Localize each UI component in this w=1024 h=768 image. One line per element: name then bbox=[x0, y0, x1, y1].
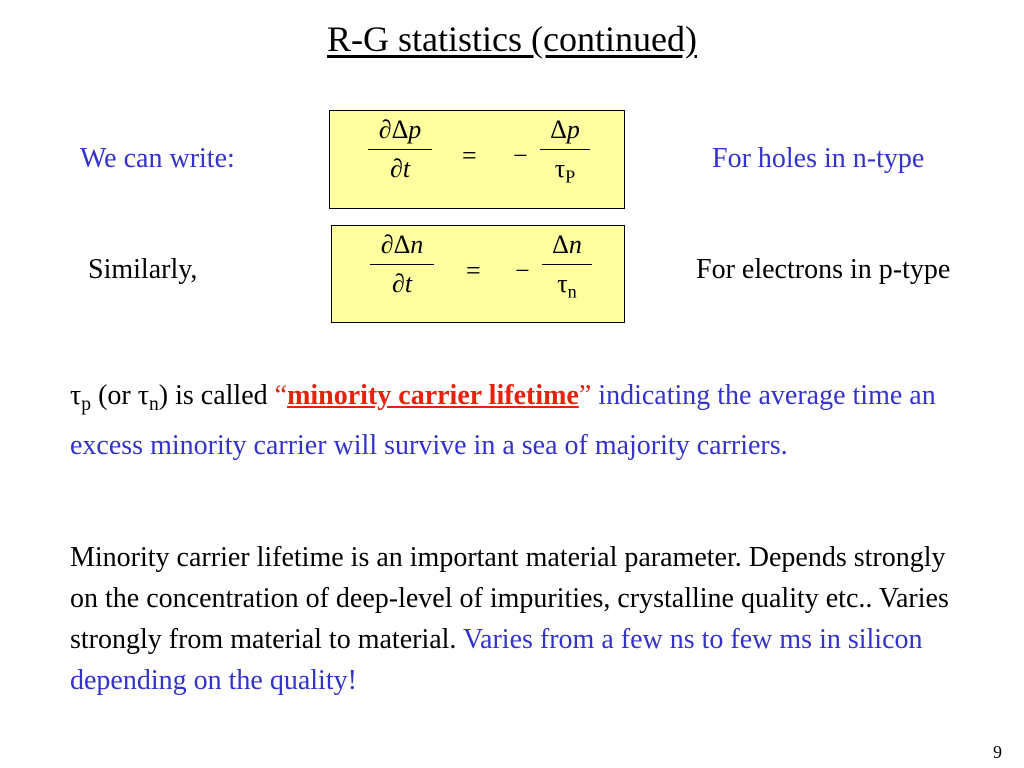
tau-symbol: τ bbox=[554, 154, 566, 183]
material-parameter-text: Minority carrier lifetime is an important material parameter. Depends strongly on the concentration of deep-level of impurities, crystalline quality etc.. Varies strongly from material to material. bbox=[70, 542, 949, 655]
close-quote: ” bbox=[578, 380, 592, 411]
lhs-numerator: ∂Δn bbox=[380, 230, 424, 259]
fraction-bar bbox=[542, 264, 592, 265]
rhs-denominator bbox=[540, 154, 590, 191]
equals-sign: = bbox=[466, 256, 481, 285]
tau-subscript: n bbox=[567, 281, 577, 302]
lhs-numerator: ∂Δp bbox=[378, 115, 422, 144]
similarly-label: Similarly, bbox=[88, 254, 198, 285]
rhs-fraction bbox=[542, 230, 592, 306]
fraction-bar bbox=[368, 149, 432, 150]
tau-symbol: τ bbox=[137, 380, 149, 411]
slide-title: R-G statistics (continued) bbox=[327, 19, 697, 59]
lhs-fraction bbox=[368, 115, 432, 184]
subscript-p: p bbox=[81, 393, 92, 415]
rhs-numerator: Δn bbox=[552, 230, 582, 259]
minus-sign: − bbox=[515, 256, 530, 285]
equals-sign: = bbox=[462, 141, 477, 170]
we-can-write-label: We can write: bbox=[80, 143, 235, 174]
is-called-text: ) is called bbox=[158, 380, 275, 411]
hole-continuity-equation-box bbox=[329, 110, 625, 209]
rhs-fraction bbox=[540, 115, 590, 191]
minority-carrier-lifetime-term: minority carrier lifetime bbox=[287, 380, 579, 411]
or-text: (or bbox=[91, 380, 138, 411]
subscript-n: n bbox=[148, 393, 159, 415]
silicon-range-text: Varies from a few ns to few ms in silicon depending on the quality! bbox=[70, 624, 923, 696]
lhs-denominator: ∂t bbox=[391, 269, 413, 298]
lifetime-importance-paragraph bbox=[70, 537, 970, 701]
fraction-bar bbox=[540, 149, 590, 150]
rhs-denominator bbox=[542, 269, 592, 306]
fraction-bar bbox=[370, 264, 434, 265]
tau-symbol: τ bbox=[70, 380, 82, 411]
holes-n-type-label: For holes in n-type bbox=[712, 143, 925, 174]
lhs-denominator: ∂t bbox=[389, 154, 411, 183]
electrons-p-type-label: For electrons in p-type bbox=[696, 254, 951, 285]
page-number: 9 bbox=[993, 742, 1002, 762]
electron-continuity-equation-box bbox=[331, 225, 625, 323]
tau-symbol: τ bbox=[557, 269, 568, 298]
minus-sign: − bbox=[513, 141, 528, 170]
lifetime-explanation-text: indicating the average time an excess minority carrier will survive in a sea of majority carriers. bbox=[70, 380, 936, 461]
lhs-fraction bbox=[370, 230, 434, 299]
lifetime-definition-paragraph bbox=[70, 375, 970, 466]
tau-subscript: P bbox=[565, 166, 576, 187]
rhs-numerator: Δp bbox=[550, 115, 580, 144]
open-quote: “ bbox=[274, 380, 288, 411]
